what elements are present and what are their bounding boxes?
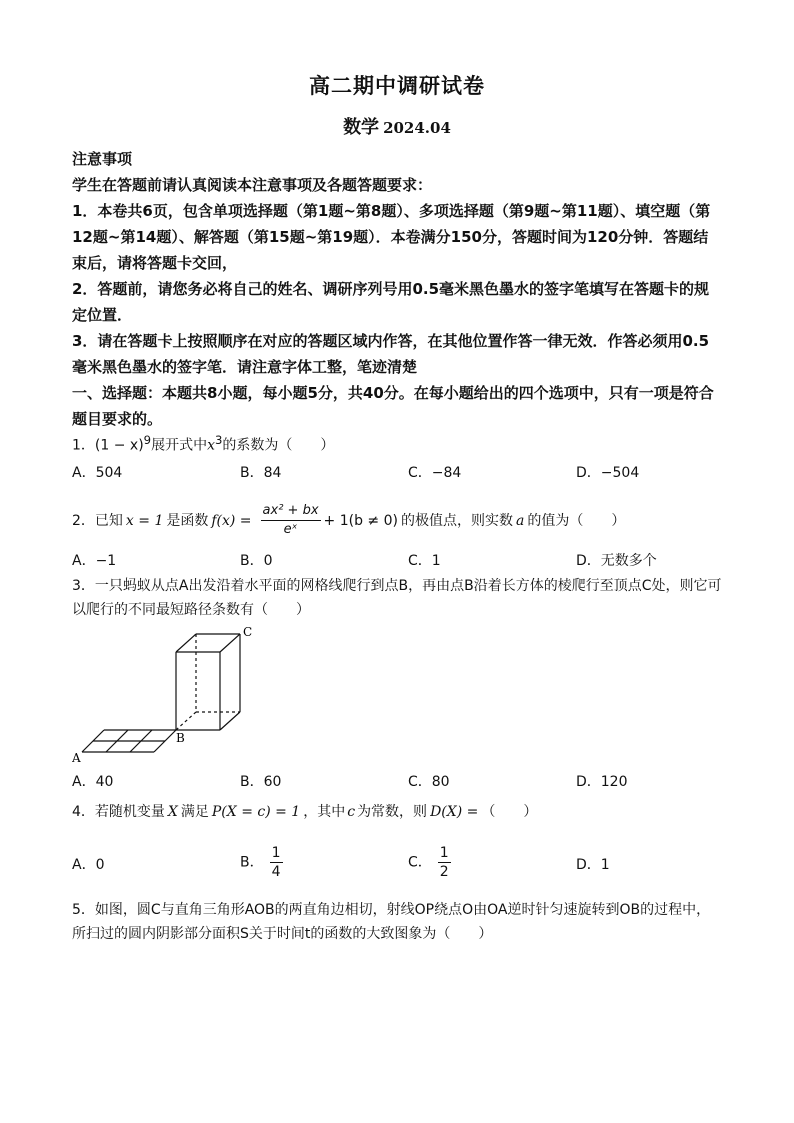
- notice-intro: 学生在答题前请认真阅读本注意事项及各题答题要求：: [72, 176, 433, 194]
- question-4-option-c-fraction: $\frac{1}{2}$: [439, 845, 449, 880]
- question-1-option-d[interactable]: D．−504: [576, 465, 640, 481]
- question-2-option-a[interactable]: A．−1: [72, 553, 117, 569]
- question-1-stem: 1．$(1 - x)^9$展开式中$x^3$的系数为（ ）: [72, 433, 335, 454]
- question-4-option-b-fraction: $\frac{1}{4}$: [271, 845, 281, 880]
- question-4: [72, 800, 722, 824]
- question-2-option-d[interactable]: D．无数多个: [576, 553, 657, 569]
- question-2-options: [72, 550, 732, 574]
- question-2: [72, 502, 722, 539]
- point-c-label: C: [243, 625, 253, 639]
- question-4-option-d[interactable]: D．1: [576, 857, 610, 873]
- question-2-stem: 2． 已知 x = 1 是函数 f(x) = $\frac{\text{ax² + bx}}{\text{eˣ}}$ + 1(b ≠ 0) 的极值点，则实数 a 的值为（ ）: [72, 503, 626, 537]
- notice-item-3: 3．请在答题卡上按照顺序在对应的答题区域内作答，在其他位置作答一律无效．作答必须用0.5毫米黑色墨水的签字笔．请注意字体工整，笔迹清楚: [72, 332, 710, 376]
- cuboid-grid-figure: [72, 624, 272, 766]
- question-3-option-b[interactable]: B．60: [240, 774, 282, 790]
- exam-date: 2024.04: [383, 119, 451, 137]
- question-3-options: [72, 771, 732, 795]
- subject-label: 数学: [343, 117, 380, 138]
- question-2-option-b[interactable]: B．0: [240, 553, 273, 569]
- question-3-stem: 3．一只蚂蚁从点A出发沿着水平面的网格线爬行到点B，再由点B沿着长方体的棱爬行至顶点C处，则它可以爬行的不同最短路径条数有（ ）: [72, 578, 722, 618]
- cuboid-hidden-edges: [176, 634, 240, 730]
- question-3-option-a[interactable]: A．40: [72, 774, 114, 790]
- question-1: [72, 428, 722, 458]
- question-5: [72, 898, 722, 946]
- exam-title: 高二期中调研试卷: [309, 74, 485, 98]
- question-4-option-c[interactable]: C． $\frac{1}{2}$: [408, 845, 449, 880]
- notice-heading: 注意事项: [72, 150, 133, 168]
- notice-block: [72, 146, 722, 432]
- notice-item-2: 2．答题前，请您务必将自己的姓名、调研序列号用0.5毫米黑色墨水的签字笔填写在答题卡的规定位置．: [72, 280, 710, 324]
- question-1-option-c[interactable]: C．−84: [408, 465, 462, 481]
- cuboid-edge: [176, 634, 196, 652]
- question-4-options: [72, 844, 732, 884]
- question-4-stem: 4．若随机变量 X 满足 P(X = c) = 1 ，其中 c 为常数，则 D(X) = （ ）: [72, 804, 538, 820]
- question-3-option-c[interactable]: C．80: [408, 774, 450, 790]
- question-1-options: [72, 462, 732, 486]
- point-b-label: B: [176, 731, 185, 745]
- question-1-option-b[interactable]: B．84: [240, 465, 282, 481]
- question-5-stem: 5．如图，圆C与直角三角形AOB的两直角边相切，射线OP绕点O由OA逆时针匀速旋转到OB的过程中，所扫过的圆内阴影部分面积S关于时间t的函数的大致图象为（ ）: [72, 902, 711, 942]
- question-3-option-d[interactable]: D．120: [576, 774, 628, 790]
- section-heading: 一、选择题：本题共8小题，每小题5分，共40分。在每小题给出的四个选项中，只有一项是符合题目要求的。: [72, 384, 714, 428]
- question-3: [72, 574, 722, 622]
- question-1-option-a[interactable]: A．504: [72, 465, 123, 481]
- grid-plane: [82, 730, 176, 752]
- point-a-label: A: [72, 751, 81, 765]
- cuboid-edge: [220, 712, 240, 730]
- question-2-option-c[interactable]: C．1: [408, 553, 441, 569]
- question-4-option-b[interactable]: B． $\frac{1}{4}$: [240, 845, 281, 880]
- notice-item-1: 1．本卷共6页，包含单项选择题（第1题~第8题）、多项选择题（第9题~第11题）、填空题（第12题~第14题）、解答题（第15题~第19题）．本卷满分150分，答题时间为120分钟．答题结束后，请将答题卡交回，: [72, 202, 711, 272]
- exam-subtitle: [0, 113, 794, 139]
- cuboid-edge: [220, 634, 240, 652]
- question-2-fraction: $\frac{\text{ax² + bx}}{\text{eˣ}}$: [262, 503, 319, 537]
- question-4-option-a[interactable]: A．0: [72, 857, 105, 873]
